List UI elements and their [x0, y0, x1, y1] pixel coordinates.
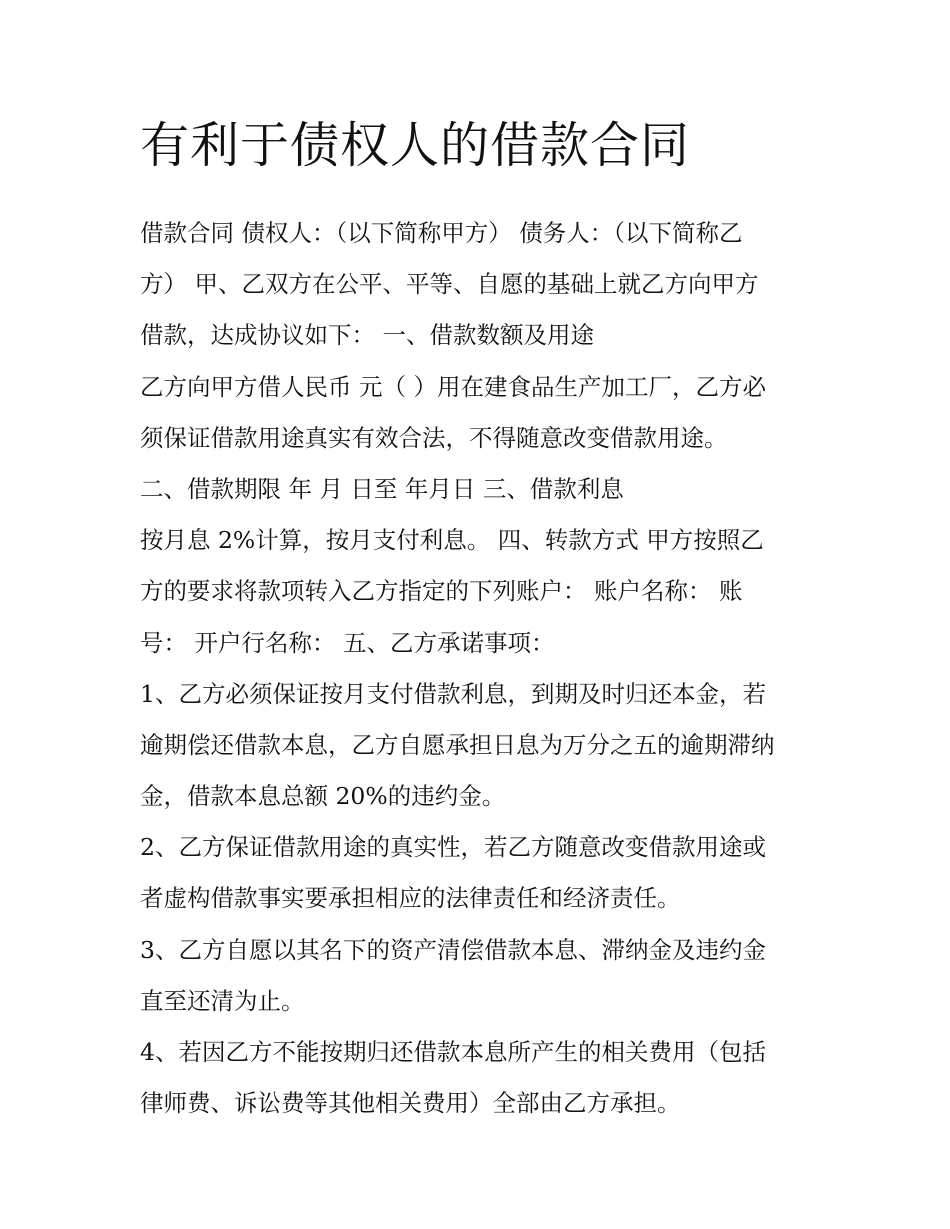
body-line: 1、乙方必须保证按月支付借款利息，到期及时归还本金，若 — [140, 679, 766, 708]
body-line: 须保证借款用途真实有效合法，不得随意改变借款用途。 — [140, 423, 728, 452]
body-line: 者虚构借款事实要承担相应的法律责任和经济责任。 — [140, 884, 681, 913]
body-line: 2、乙方保证借款用途的真实性，若乙方随意改变借款用途或 — [140, 833, 766, 862]
body-line: 3、乙方自愿以其名下的资产清偿借款本息、滞纳金及违约金 — [140, 935, 766, 964]
body-line: 4、若因乙方不能按期归还借款本息所产生的相关费用（包括 — [140, 1038, 766, 1066]
body-line: 乙方向甲方借人民币 元（ ）用在建食品生产加工厂，乙方必 — [140, 372, 766, 401]
body-line: 方） 甲、乙双方在公平、平等、自愿的基础上就乙方向甲方 — [140, 270, 759, 299]
body-line: 方的要求将款项转入乙方指定的下列账户： 账户名称： 账 — [140, 577, 743, 606]
body-line: 按月息 2%计算，按月支付利息。 四、转款方式 甲方按照乙 — [140, 526, 764, 555]
document-body — [140, 208, 820, 1129]
body-line: 二、借款期限 年 月 日至 年月日 三、借款利息 — [140, 474, 624, 503]
body-line: 律师费、诉讼费等其他相关费用）全部由乙方承担。 — [140, 1089, 681, 1118]
body-line: 金，借款本息总额 20%的违约金。 — [140, 782, 506, 811]
body-line: 逾期偿还借款本息，乙方自愿承担日息为万分之五的逾期滞纳 — [140, 730, 775, 759]
body-line: 借款合同 债权人：（以下简称甲方） 债务人：（以下简称乙 — [140, 219, 743, 247]
body-line: 直至还清为止。 — [140, 986, 305, 1015]
body-line: 号： 开户行名称： 五、乙方承诺事项： — [140, 628, 555, 657]
body-line: 借款，达成协议如下： 一、借款数额及用途 — [140, 321, 594, 350]
document-title: 有利于债权人的借款合同 — [140, 117, 691, 174]
document-page — [140, 112, 820, 1129]
